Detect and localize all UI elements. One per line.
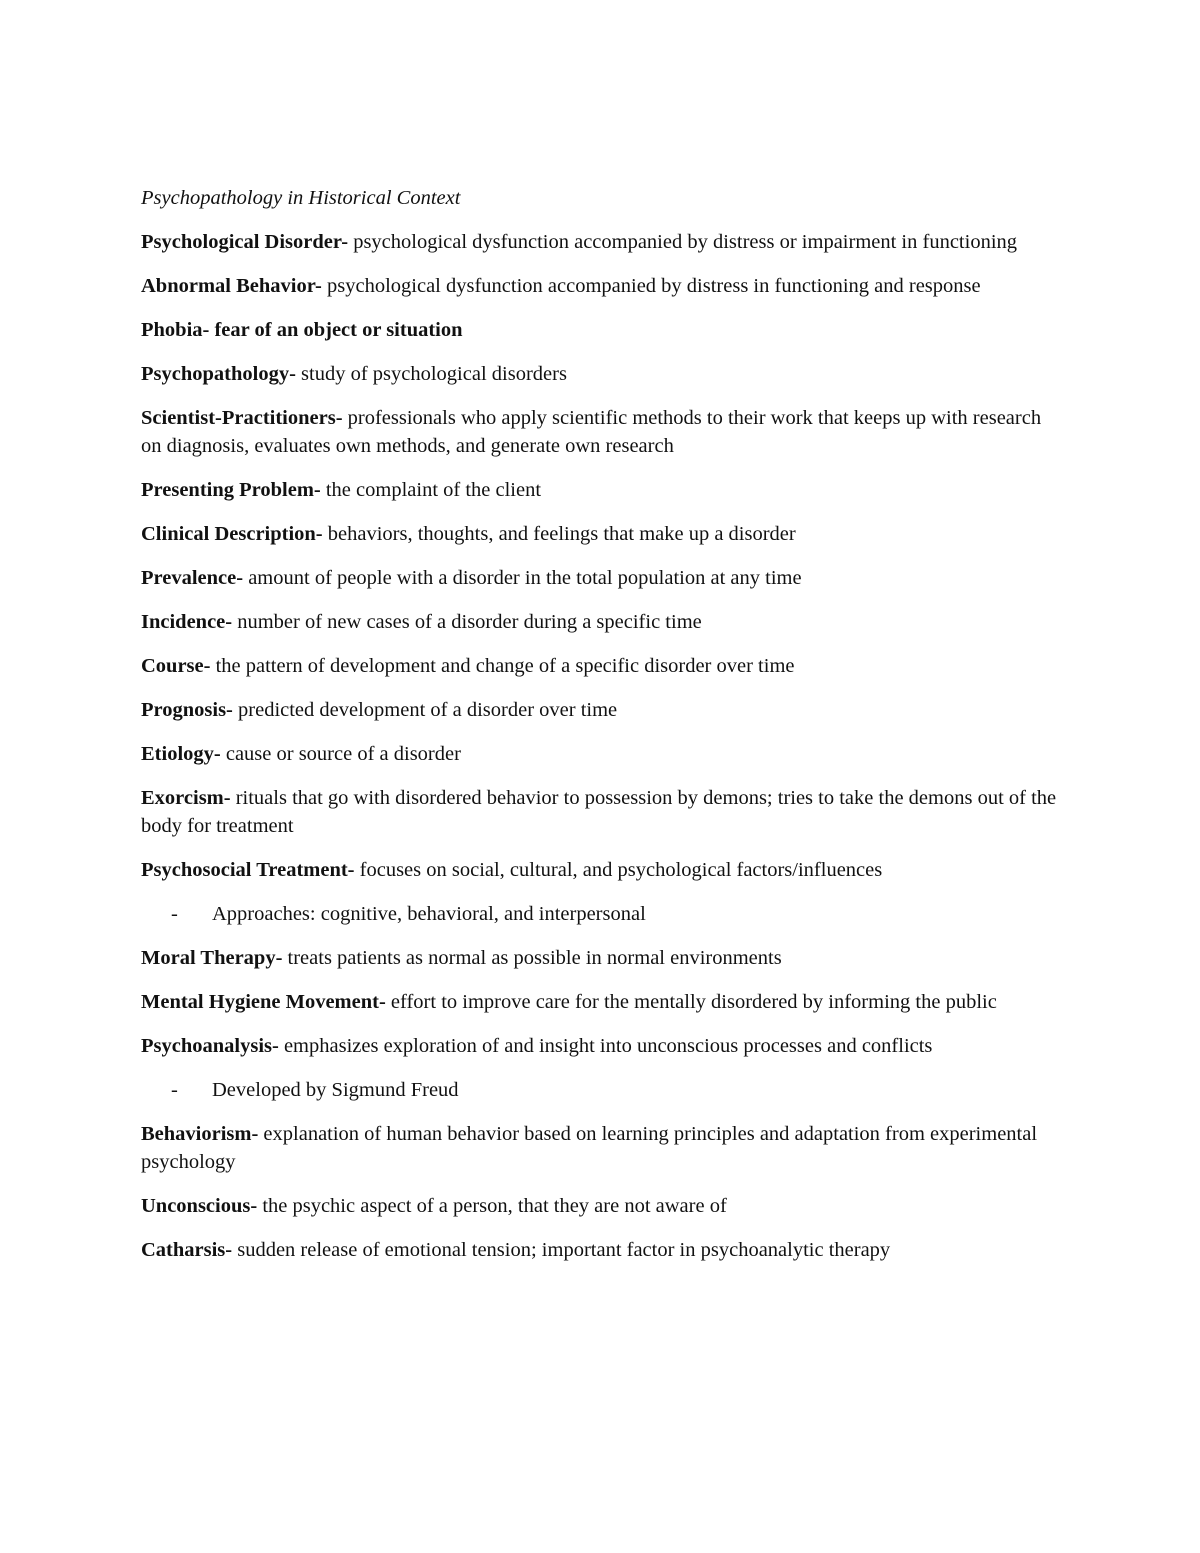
bullet-item-freud xyxy=(141,1076,1061,1104)
bullet-text: Developed by Sigmund Freud xyxy=(212,1079,459,1101)
entry-clinical-description xyxy=(141,520,1061,548)
entry-psychological-disorder xyxy=(141,228,1061,256)
entry-term: Etiology- xyxy=(141,743,221,765)
entry-term: Phobia- fear of an object or situation xyxy=(141,319,463,341)
entry-term: Moral Therapy- xyxy=(141,947,283,969)
entry-term: Prognosis- xyxy=(141,699,233,721)
entry-prognosis xyxy=(141,696,1061,724)
entry-moral-therapy xyxy=(141,944,1061,972)
entry-term: Clinical Description- xyxy=(141,523,323,545)
entry-term: Psychological Disorder- xyxy=(141,231,349,253)
entry-definition: number of new cases of a disorder during a specific time xyxy=(232,611,702,633)
bullet-item-approaches xyxy=(141,900,1061,928)
entry-definition: amount of people with a disorder in the total population at any time xyxy=(243,567,802,589)
entry-definition: behaviors, thoughts, and feelings that make up a disorder xyxy=(322,523,796,545)
entry-term: Scientist-Practitioners- xyxy=(141,407,343,429)
entry-exorcism xyxy=(141,784,1061,840)
entry-mental-hygiene-movement xyxy=(141,988,1061,1016)
entry-catharsis xyxy=(141,1236,1061,1264)
entry-definition: treats patients as normal as possible in normal environments xyxy=(282,947,782,969)
entry-behaviorism xyxy=(141,1120,1061,1176)
entry-definition: the psychic aspect of a person, that they are not aware of xyxy=(257,1195,727,1217)
entry-term: Incidence- xyxy=(141,611,233,633)
entry-definition: rituals that go with disordered behavior to possession by demons; tries to take the demons out of the body for treatment xyxy=(141,787,1057,837)
entry-phobia xyxy=(141,316,1061,344)
entry-definition: emphasizes exploration of and insight into unconscious processes and conflicts xyxy=(278,1035,933,1057)
entry-course xyxy=(141,652,1061,680)
entry-term: Prevalence- xyxy=(141,567,244,589)
entry-psychopathology xyxy=(141,360,1061,388)
entry-definition: study of psychological disorders xyxy=(295,363,567,385)
entry-presenting-problem xyxy=(141,476,1061,504)
entry-definition: professionals who apply scientific methods to their work that keeps up with research on diagnosis, evaluates own methods, and generate own research xyxy=(141,407,1042,457)
entry-unconscious xyxy=(141,1192,1061,1220)
entry-definition: predicted development of a disorder over time xyxy=(232,699,618,721)
bullet-text: Approaches: cognitive, behavioral, and interpersonal xyxy=(212,903,646,925)
entry-term: Behaviorism- xyxy=(141,1123,259,1145)
entry-incidence xyxy=(141,608,1061,636)
entry-scientist-practitioners xyxy=(141,404,1061,460)
entry-psychoanalysis xyxy=(141,1032,1061,1060)
entry-term: Psychopathology- xyxy=(141,363,296,385)
entry-term: Psychosocial Treatment- xyxy=(141,859,355,881)
entry-term: Mental Hygiene Movement- xyxy=(141,991,386,1013)
entry-term: Course- xyxy=(141,655,211,677)
entry-term: Unconscious- xyxy=(141,1195,258,1217)
entry-term: Presenting Problem- xyxy=(141,479,321,501)
entry-definition: sudden release of emotional tension; important factor in psychoanalytic therapy xyxy=(232,1239,891,1261)
entry-term: Psychoanalysis- xyxy=(141,1035,279,1057)
entry-definition: effort to improve care for the mentally disordered by informing the public xyxy=(385,991,997,1013)
bullet-dash: - xyxy=(171,903,178,925)
document-body xyxy=(141,184,1061,1280)
entry-etiology xyxy=(141,740,1061,768)
entry-psychosocial-treatment xyxy=(141,856,1061,884)
entry-definition: psychological dysfunction accompanied by distress in functioning and response xyxy=(321,275,981,297)
entry-definition: cause or source of a disorder xyxy=(220,743,461,765)
entry-definition: the complaint of the client xyxy=(320,479,542,501)
document-title: Psychopathology in Historical Context xyxy=(141,187,461,209)
bullet-dash: - xyxy=(171,1079,178,1101)
entry-definition: focuses on social, cultural, and psychological factors/influences xyxy=(354,859,883,881)
entry-term: Catharsis- xyxy=(141,1239,233,1261)
entry-definition: psychological dysfunction accompanied by distress or impairment in functioning xyxy=(348,231,1018,253)
entry-definition: the pattern of development and change of a specific disorder over time xyxy=(210,655,795,677)
entry-abnormal-behavior xyxy=(141,272,1061,300)
entry-definition: explanation of human behavior based on learning principles and adaptation from experimental psychology xyxy=(141,1123,1038,1173)
entry-term: Exorcism- xyxy=(141,787,231,809)
entry-term: Abnormal Behavior- xyxy=(141,275,322,297)
entry-prevalence xyxy=(141,564,1061,592)
